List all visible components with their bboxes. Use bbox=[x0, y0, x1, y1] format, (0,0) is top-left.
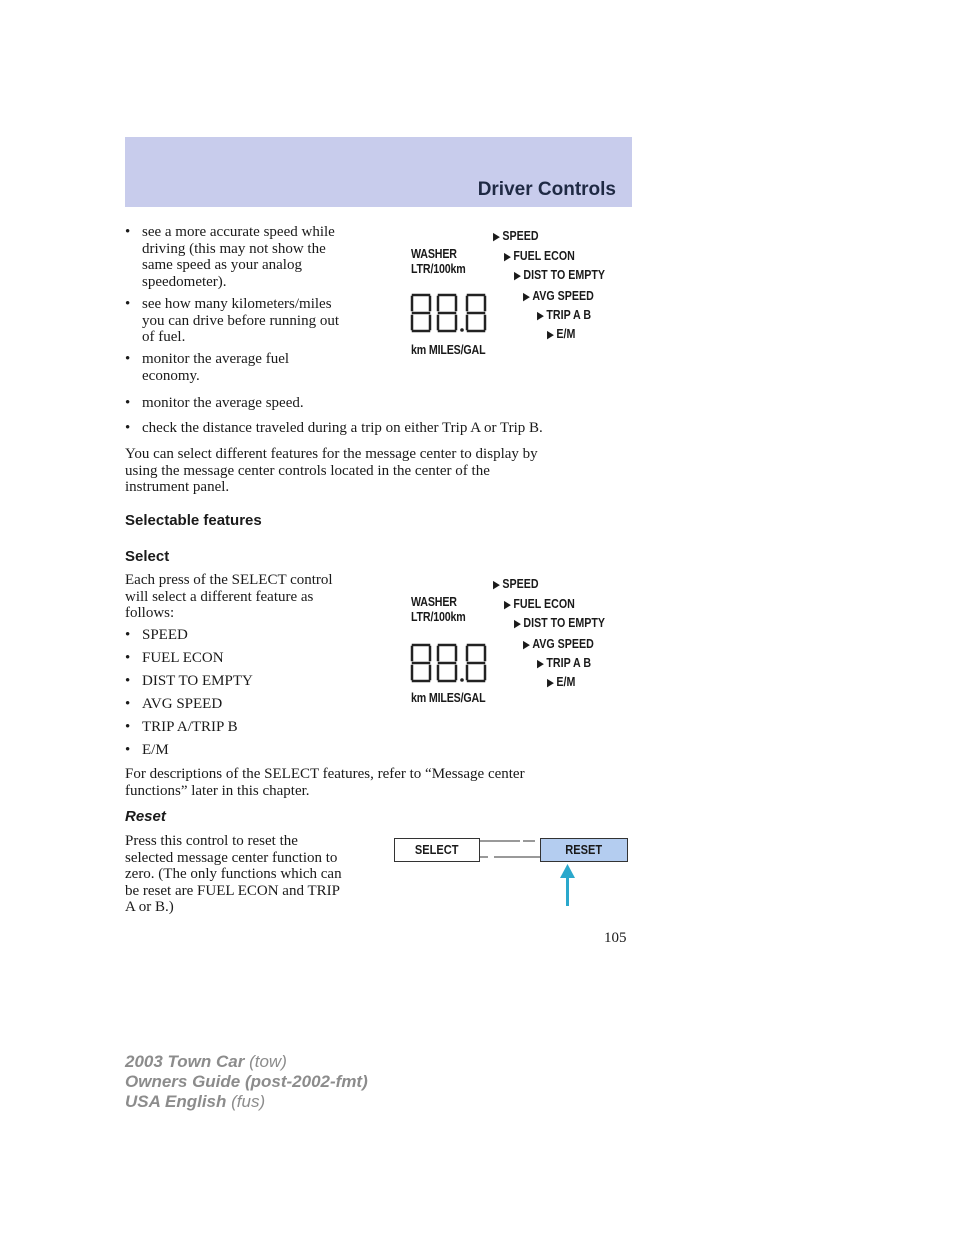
menu-item-em: ▶ E/M bbox=[547, 674, 576, 689]
bullet-average-fuel: • monitor the average fuel economy. bbox=[125, 351, 392, 384]
triangle-right-icon: ▶ bbox=[523, 639, 530, 651]
triangle-right-icon: ▶ bbox=[537, 658, 544, 670]
descriptions-paragraph bbox=[125, 766, 625, 799]
text-line: check the distance traveled during a trip on either Trip A or Trip B. bbox=[142, 420, 543, 436]
text-line: will select a different feature as bbox=[125, 588, 314, 605]
triangle-right-icon: ▶ bbox=[514, 618, 521, 630]
text-line: functions” later in this chapter. bbox=[125, 782, 310, 799]
menu-item-trip: ▶ TRIP A B bbox=[537, 307, 592, 322]
heading-selectable-features: Selectable features bbox=[125, 512, 262, 529]
text-line: You can select different features for the message center to display by bbox=[125, 446, 538, 462]
menu-item-avg-speed: ▶ AVG SPEED bbox=[523, 636, 594, 651]
list-item: • SPEED bbox=[125, 627, 188, 643]
chapter-title: Driver Controls bbox=[477, 179, 616, 200]
menu-item-speed: ▶ SPEED bbox=[493, 576, 539, 591]
text-line: instrument panel. bbox=[125, 479, 230, 495]
text-line: of fuel. bbox=[142, 329, 186, 345]
bullet-distance-to-empty: • see how many kilometers/miles you can drive before running out of fuel. bbox=[125, 296, 402, 346]
message-center-display-1 bbox=[400, 225, 630, 360]
segment-digits-icon bbox=[410, 293, 492, 333]
washer-label: WASHER bbox=[411, 594, 457, 609]
text-line: you can drive before running out bbox=[142, 312, 340, 329]
units-bottom-label: km MILES/GAL bbox=[411, 690, 486, 705]
heading-select: Select bbox=[125, 548, 170, 565]
menu-item-em: ▶ E/M bbox=[547, 326, 576, 341]
chapter-header-band bbox=[125, 137, 632, 207]
bullet-trip-distance: • check the distance traveled during a trip on either Trip A or Trip B. bbox=[125, 420, 642, 437]
menu-item-avg-speed: ▶ AVG SPEED bbox=[523, 288, 594, 303]
list-item: • DIST TO EMPTY bbox=[125, 673, 253, 689]
text-line: speedometer). bbox=[142, 273, 227, 290]
text-line: see how many kilometers/miles bbox=[142, 296, 332, 312]
menu-item-trip: ▶ TRIP A B bbox=[537, 655, 592, 670]
document-footer bbox=[125, 1052, 368, 1112]
units-top-label: LTR/100km bbox=[411, 261, 466, 276]
washer-label: WASHER bbox=[411, 246, 457, 261]
footer-line-2: Owners Guide (post-2002-fmt) bbox=[125, 1072, 368, 1091]
heading-reset: Reset bbox=[125, 808, 166, 825]
triangle-right-icon: ▶ bbox=[547, 677, 554, 689]
triangle-right-icon: ▶ bbox=[547, 329, 554, 341]
menu-item-dist-to-empty: ▶ DIST TO EMPTY bbox=[514, 615, 605, 630]
menu-item-fuel-econ: ▶ FUEL ECON bbox=[504, 248, 575, 263]
text-line: driving (this may not show the bbox=[142, 240, 326, 257]
select-button[interactable]: SELECT bbox=[394, 838, 480, 862]
menu-item-speed: ▶ SPEED bbox=[493, 228, 539, 243]
message-center-display-2 bbox=[400, 573, 630, 708]
text-line: monitor the average fuel bbox=[142, 351, 290, 367]
segment-digits-icon bbox=[410, 643, 492, 683]
menu-item-dist-to-empty: ▶ DIST TO EMPTY bbox=[514, 267, 605, 282]
text-line: economy. bbox=[142, 367, 200, 384]
text-line: Press this control to reset the bbox=[125, 833, 298, 849]
text-line: using the message center controls located in the center of the bbox=[125, 462, 490, 479]
list-item: • TRIP A/TRIP B bbox=[125, 719, 238, 735]
text-line: A or B.) bbox=[125, 899, 174, 915]
bullet-accurate-speed: • see a more accurate speed while driving (this may not show the same speed as your analog speedometer). bbox=[125, 224, 392, 290]
text-line: follows: bbox=[125, 605, 175, 621]
reset-button[interactable]: RESET bbox=[540, 838, 628, 862]
list-item: • E/M bbox=[125, 742, 169, 758]
triangle-right-icon: ▶ bbox=[493, 231, 500, 243]
triangle-right-icon: ▶ bbox=[523, 291, 530, 303]
select-paragraph bbox=[125, 446, 625, 496]
triangle-right-icon: ▶ bbox=[493, 579, 500, 591]
triangle-right-icon: ▶ bbox=[504, 599, 511, 611]
text-line: be reset are FUEL ECON and TRIP bbox=[125, 882, 340, 899]
text-line: monitor the average speed. bbox=[142, 395, 304, 411]
units-bottom-label: km MILES/GAL bbox=[411, 342, 486, 357]
text-line: Each press of the SELECT control bbox=[125, 572, 333, 588]
select-reset-controls bbox=[390, 830, 635, 910]
menu-item-fuel-econ: ▶ FUEL ECON bbox=[504, 596, 575, 611]
page-number: 105 bbox=[604, 930, 627, 946]
units-top-label: LTR/100km bbox=[411, 609, 466, 624]
list-item: • FUEL ECON bbox=[125, 650, 224, 666]
list-item: • AVG SPEED bbox=[125, 696, 223, 712]
text-line: see a more accurate speed while bbox=[142, 224, 335, 240]
text-line: zero. (The only functions which can bbox=[125, 866, 342, 882]
reset-description bbox=[125, 833, 385, 916]
triangle-right-icon: ▶ bbox=[514, 270, 521, 282]
footer-line-1: 2003 Town Car (tow) bbox=[125, 1052, 287, 1071]
select-description bbox=[125, 572, 375, 622]
text-line: For descriptions of the SELECT features, refer to “Message center bbox=[125, 766, 525, 782]
triangle-right-icon: ▶ bbox=[537, 310, 544, 322]
text-line: selected message center function to bbox=[125, 849, 338, 866]
triangle-right-icon: ▶ bbox=[504, 251, 511, 263]
footer-line-3: USA English (fus) bbox=[125, 1092, 266, 1111]
bullet-average-speed: • monitor the average speed. bbox=[125, 395, 442, 412]
text-line: same speed as your analog bbox=[142, 257, 302, 273]
